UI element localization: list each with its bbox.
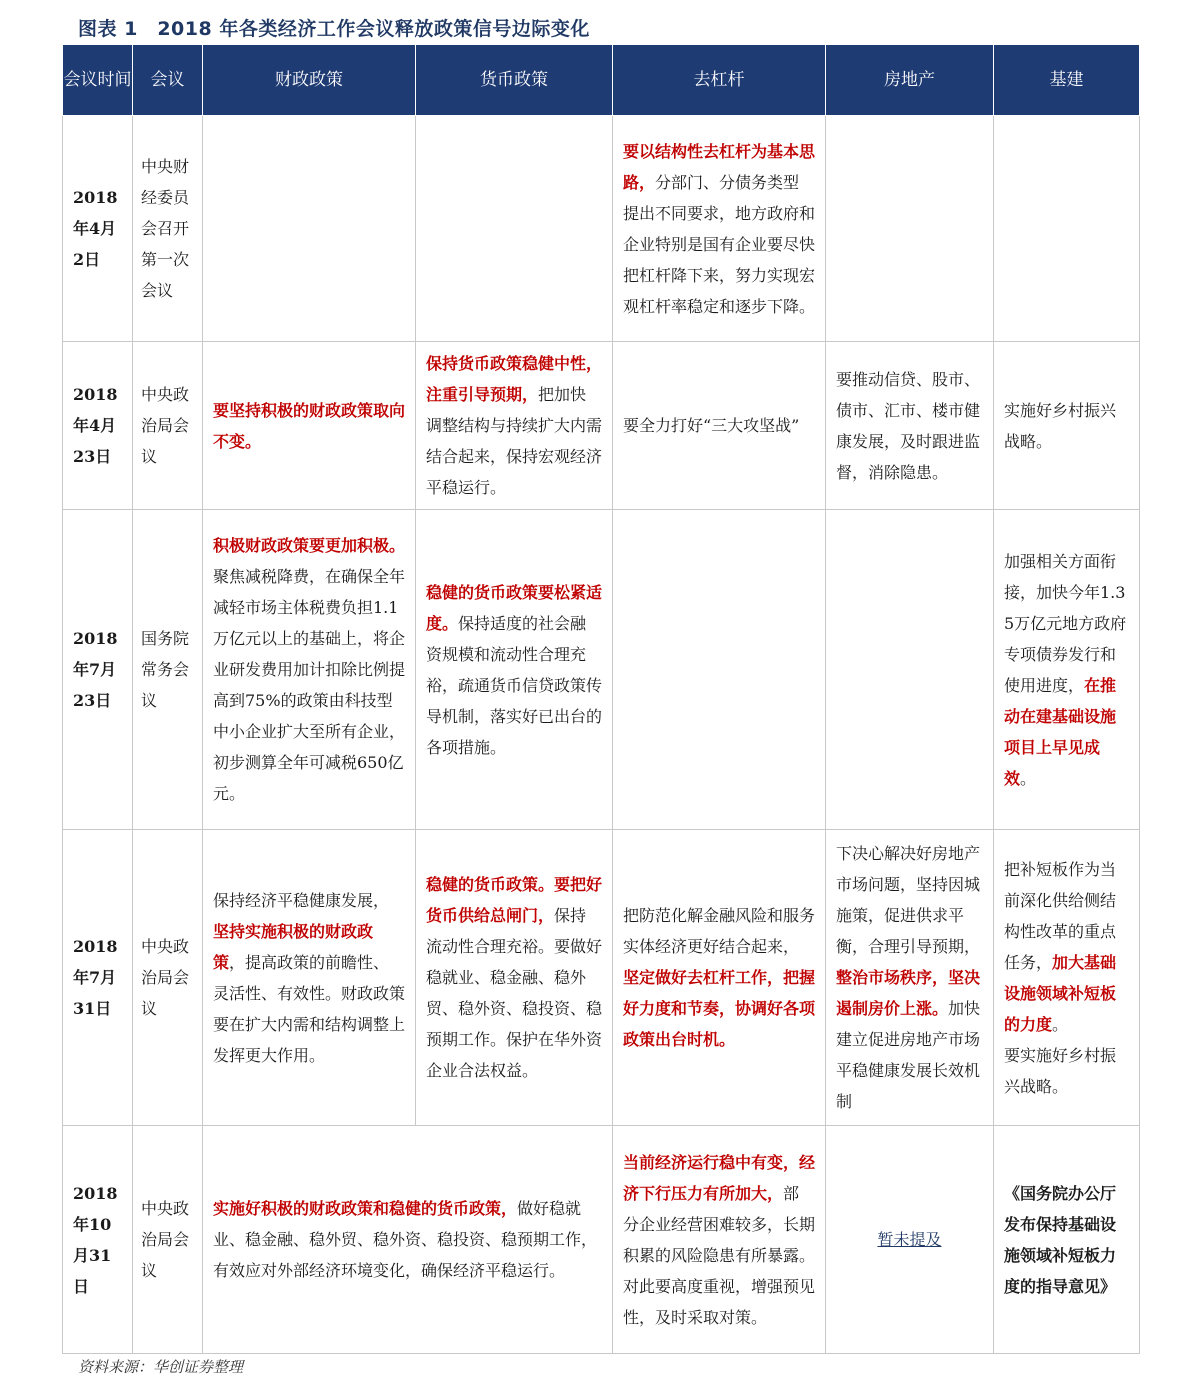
- cell-fiscal: [203, 116, 416, 342]
- policy-table-wrapper: [62, 44, 1140, 1354]
- cell-meeting: 中央政治局会议: [133, 1126, 203, 1354]
- red-text: 积极财政政策要更加积极。: [213, 536, 406, 555]
- cell-monetary: [416, 116, 613, 342]
- red-text: 实施好积极的财政政策和稳健的货币政策，: [213, 1199, 518, 1218]
- table-header-row: [63, 45, 1140, 116]
- cell-meeting: 国务院常务会议: [133, 510, 203, 830]
- figure-title: 图表 1 2018 年各类经济工作会议释放政策信号边际变化: [78, 18, 590, 40]
- cell-text: 要实施好乡村振兴战略。: [1004, 1045, 1117, 1096]
- header-time: 会议时间: [63, 45, 133, 116]
- cell-fiscal-monetary: [203, 1126, 613, 1354]
- cell-date: 2018年7月23日: [63, 510, 133, 830]
- cell-text: 把防范化解金融风险和服务实体经济更好结合起来，: [623, 906, 816, 956]
- cell-fiscal: [203, 830, 416, 1126]
- table-row: [63, 510, 1140, 830]
- cell-deleverage: [613, 1126, 826, 1354]
- cell-deleverage: [613, 116, 826, 342]
- cell-text: 做好稳就业、稳金融、稳外贸、稳外资、稳投资、稳预期工作，有效应对外部经济环境变化，确保经济平稳运行。: [213, 1199, 598, 1280]
- cell-infra: [994, 830, 1140, 1126]
- cell-monetary: [416, 510, 613, 830]
- cell-monetary: [416, 830, 613, 1126]
- cell-meeting: 中央政治局会议: [133, 342, 203, 510]
- red-text: 坚持实施积极的财政政策: [213, 921, 374, 972]
- table-row: [63, 1126, 1140, 1354]
- cell-realestate: [826, 1126, 994, 1354]
- red-text: 稳健的货币政策。要把好货币供给总闸门，: [426, 875, 603, 925]
- cell-deleverage: 要全力打好“三大攻坚战”: [613, 342, 826, 510]
- cell-date: 2018年4月23日: [63, 342, 133, 510]
- cell-fiscal: [203, 342, 416, 510]
- red-text: 加大基础设施领域补短板的力度: [1004, 952, 1117, 1034]
- cell-realestate: [826, 830, 994, 1126]
- cell-monetary: [416, 342, 613, 510]
- table-row: [63, 342, 1140, 510]
- header-monetary: 货币政策: [416, 45, 613, 116]
- red-text: 整治市场秩序，坚决遏制房价上涨。: [836, 968, 981, 1018]
- cell-meeting: 中央政治局会议: [133, 830, 203, 1126]
- table-row: [63, 116, 1140, 342]
- cell-date: 2018年4月2日: [63, 116, 133, 342]
- header-deleverage: 去杠杆: [613, 45, 826, 116]
- cell-text: 保持流动性合理充裕。要做好稳就业、稳金融、稳外贸、稳外资、稳投资、稳预期工作。保护在华外资企业合法权益。: [426, 906, 603, 1080]
- source-note: 资料来源：华创证券整理: [78, 1358, 244, 1376]
- red-text: 要以结构性去杠杆为基本思路，: [623, 141, 816, 192]
- red-text: 保持货币政策稳健中性，注重引导预期，: [426, 354, 603, 404]
- cell-text: 。: [1020, 768, 1037, 788]
- cell-text: 部分企业经营困难较多，长期积累的风险隐患有所暴露。对此要高度重视，增强预见性，及时采取对策。: [623, 1183, 816, 1327]
- cell-text: 下决心解决好房地产市场问题，坚持因城施策，促进供求平衡，合理引导预期，: [836, 844, 981, 956]
- policy-table: [62, 44, 1140, 1354]
- cell-text: 保持经济平稳健康发展，: [213, 890, 390, 910]
- red-text: 坚定做好去杠杆工作，把握好力度和节奏，协调好各项政策出台时机。: [623, 968, 816, 1049]
- header-infra: 基建: [994, 45, 1140, 116]
- red-text: 稳健的货币政策要松紧适度。: [426, 582, 603, 633]
- red-text: 在推动在建基础设施项目上早见成效: [1004, 675, 1117, 788]
- cell-text: 把补短板作为当前深化供给侧结构性改革的重点任务，: [1004, 859, 1117, 972]
- cell-infra: 《国务院办公厅发布保持基础设施领域补短板力度的指导意见》: [994, 1126, 1140, 1354]
- cell-fiscal: [203, 510, 416, 830]
- cell-realestate: [826, 116, 994, 342]
- red-text: 要坚持积极的财政政策取向不变。: [213, 400, 406, 451]
- red-text: 当前经济运行稳中有变，经济下行压力有所加大，: [623, 1152, 816, 1203]
- header-meeting: 会议: [133, 45, 203, 116]
- cell-text: 加快建立促进房地产市场平稳健康发展长效机制: [836, 999, 981, 1111]
- header-realestate: 房地产: [826, 45, 994, 116]
- cell-realestate: [826, 510, 994, 830]
- cell-date: 2018年7月31日: [63, 830, 133, 1126]
- header-fiscal: 财政政策: [203, 45, 416, 116]
- cell-infra: [994, 116, 1140, 342]
- cell-text: 分部门、分债务类型提出不同要求，地方政府和企业特别是国有企业要尽快把杠杆降下来，努力实现宏观杠杆率稳定和逐步下降。: [623, 172, 816, 316]
- cell-realestate: 要推动信贷、股市、债市、汇市、楼市健康发展，及时跟进监督，消除隐患。: [826, 342, 994, 510]
- cell-infra: [994, 510, 1140, 830]
- cell-text: 把加快调整结构与持续扩大内需结合起来，保持宏观经济平稳运行。: [426, 385, 603, 497]
- table-row: [63, 830, 1140, 1126]
- cell-text: ，提高政策的前瞻性、灵活性、有效性。财政政策要在扩大内需和结构调整上发挥更大作用。: [213, 952, 406, 1065]
- cell-meeting: 中央财经委员会召开第一次会议: [133, 116, 203, 342]
- cell-infra: 实施好乡村振兴战略。: [994, 342, 1140, 510]
- cell-deleverage: [613, 510, 826, 830]
- cell-deleverage: [613, 830, 826, 1126]
- cell-text: 加强相关方面衔接，加快今年1.35万亿元地方政府专项债券发行和使用进度，: [1004, 551, 1127, 695]
- not-mentioned-text: 暂未提及: [877, 1230, 942, 1249]
- cell-text: 。: [1052, 1014, 1069, 1034]
- cell-text: 聚焦减税降费，在确保全年减轻市场主体税费负担1.1万亿元以上的基础上，将企业研发费用加计扣除比例提高到75%的政策由科技型中小企业扩大至所有企业，初步测算全年可减税650亿元。: [213, 567, 406, 803]
- cell-date: 2018年10月31日: [63, 1126, 133, 1354]
- cell-text: 保持适度的社会融资规模和流动性合理充裕，疏通货币信贷政策传导机制，落实好已出台的各项措施。: [426, 613, 603, 757]
